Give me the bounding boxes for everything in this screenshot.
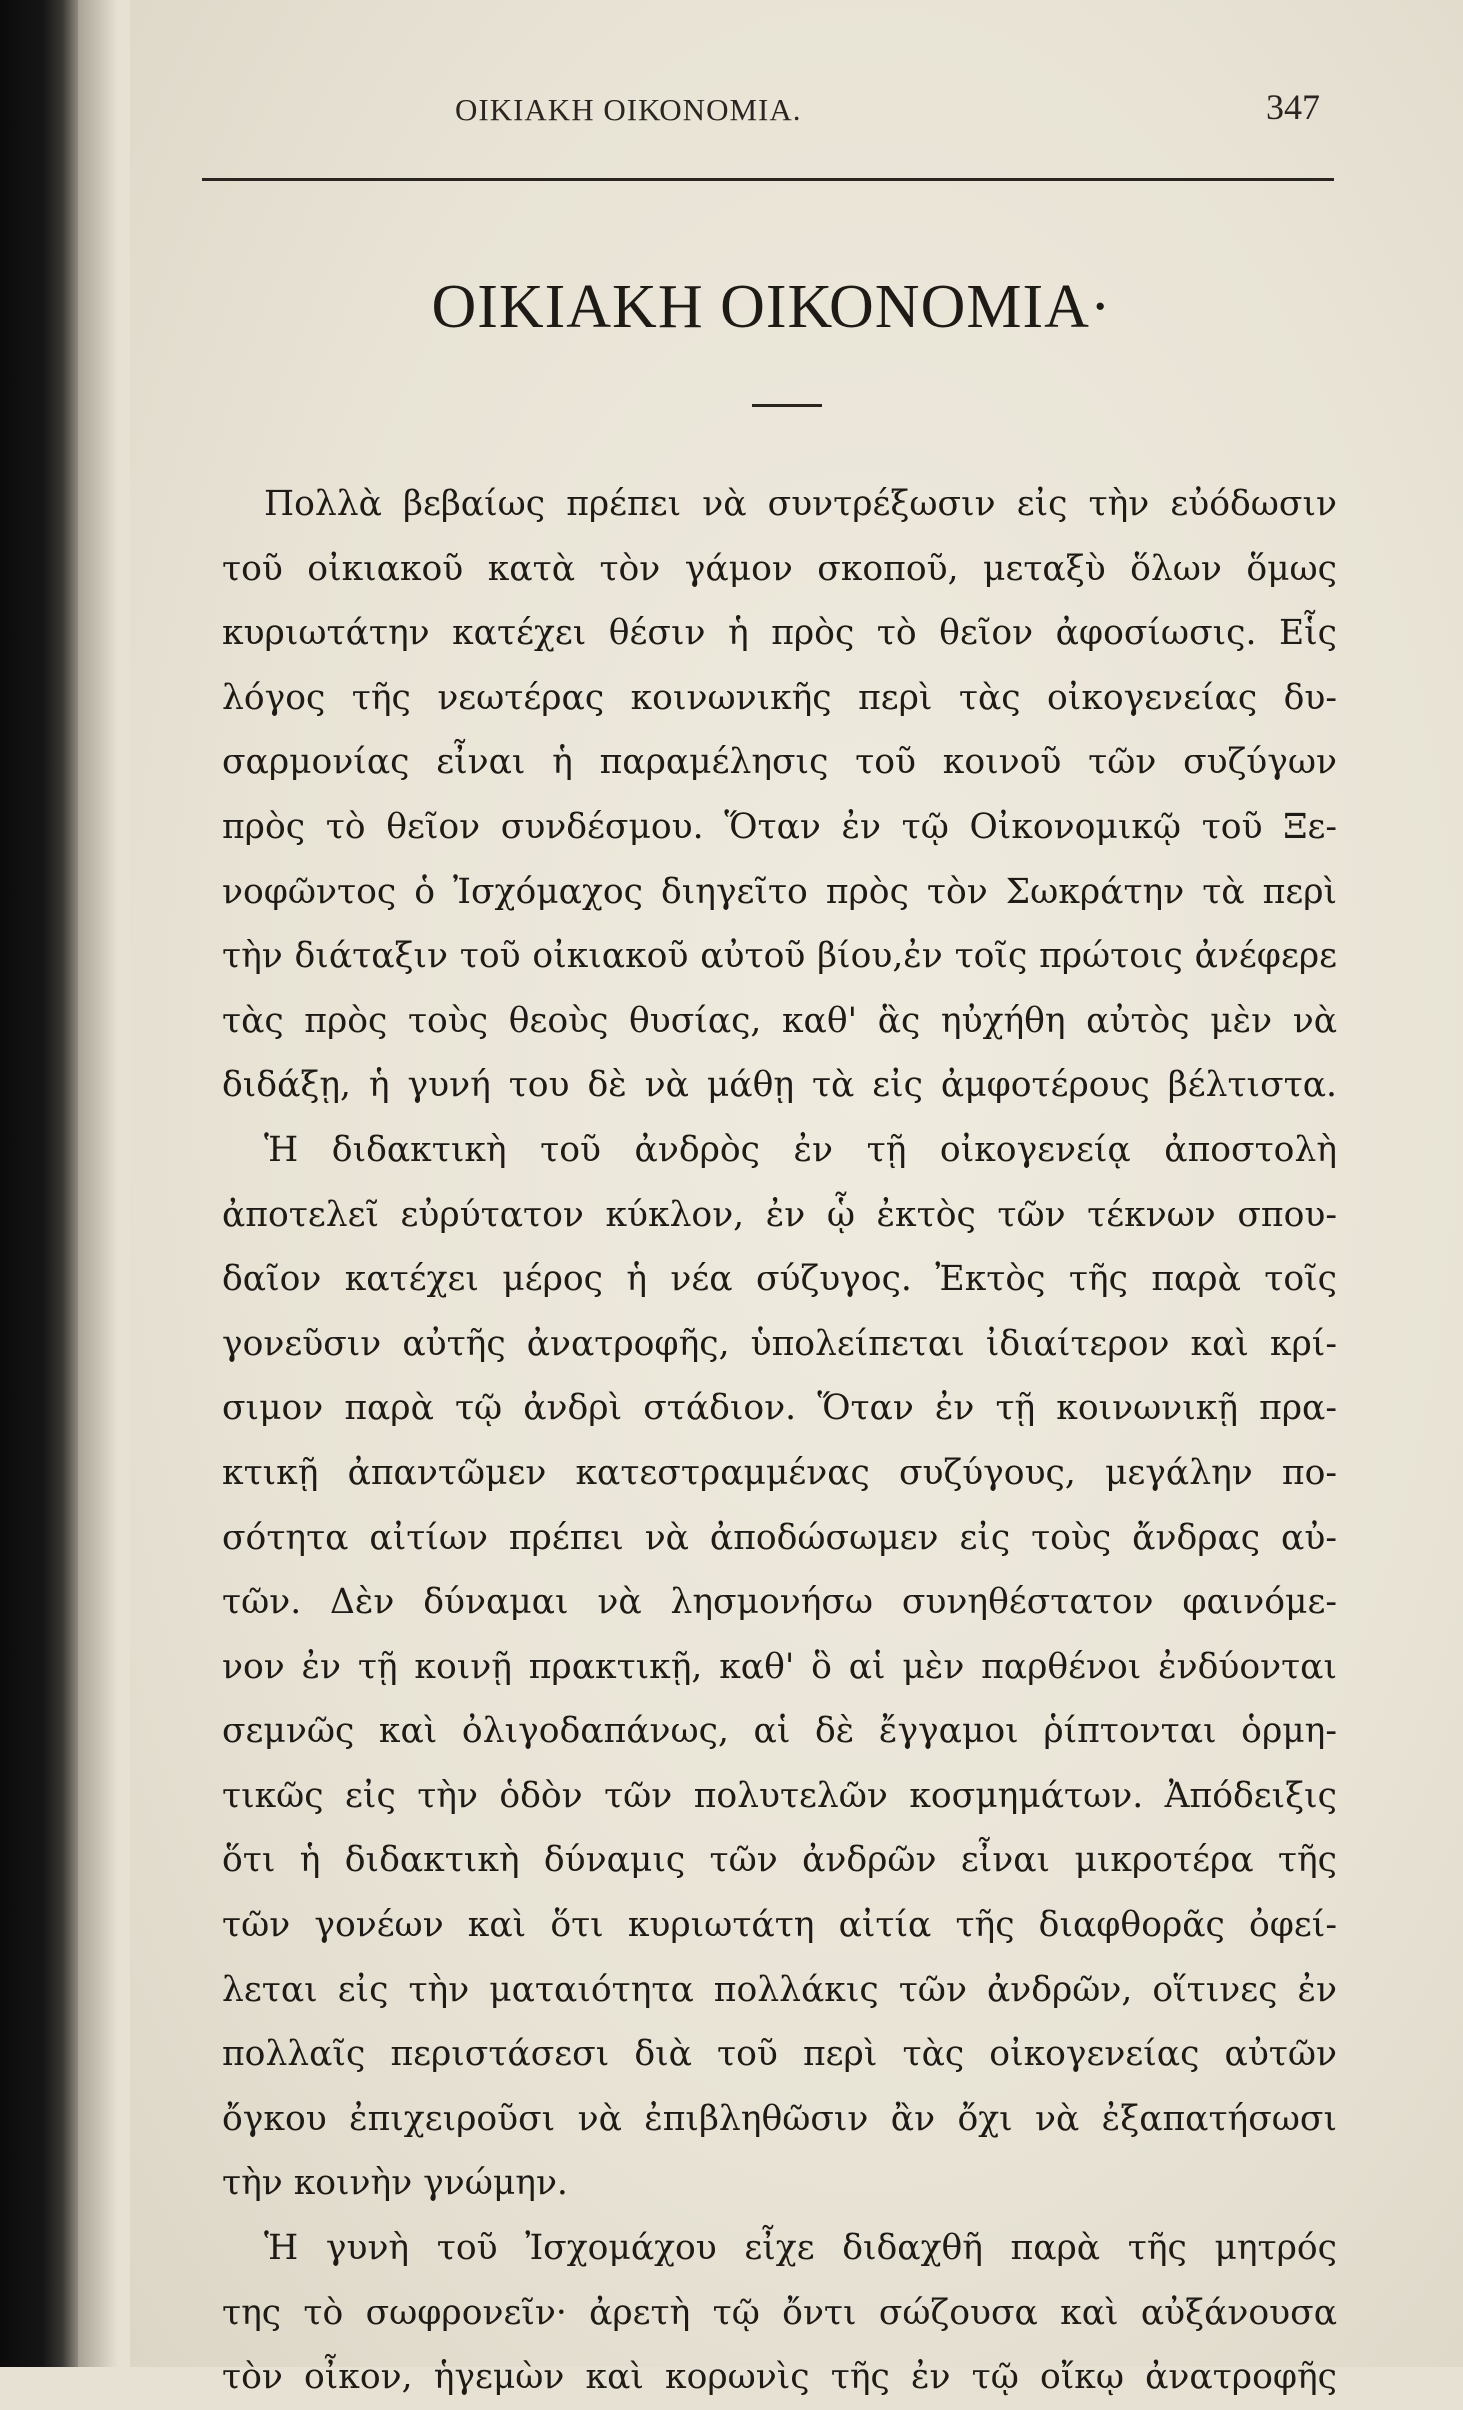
text-line: τικῶς εἰς τὴν ὁδὸν τῶν πολυτελῶν κοσμημάτων. Ἀπόδειξις <box>222 1775 1337 1816</box>
title-divider <box>752 404 822 407</box>
text-line: νον ἐν τῇ κοινῇ πρακτικῇ, καθ' ὃ αἱ μὲν παρθένοι ἐνδύονται <box>222 1646 1337 1687</box>
text-line: της τὸ σωφρονεῖν· ἀρετὴ τῷ ὄντι σώζουσα καὶ αὐξάνουσα <box>222 2292 1337 2333</box>
text-line: νοφῶντος ὁ Ἰσχόμαχος διηγεῖτο πρὸς τὸν Σωκράτην τὰ περὶ <box>222 871 1337 912</box>
text-line: σεμνῶς καὶ ὀλιγοδαπάνως, αἱ δὲ ἔγγαμοι ῥίπτονται ὁρμη- <box>222 1711 1337 1752</box>
text-line: κυριωτάτην κατέχει θέσιν ἡ πρὸς τὸ θεῖον ἀφοσίωσις. Εἷς <box>222 613 1337 654</box>
page-number: 347 <box>1266 87 1320 127</box>
text-line: Ἡ διδακτικὴ τοῦ ἀνδρὸς ἐν τῇ οἰκογενείᾳ ἀποστολὴ <box>264 1129 1337 1170</box>
text-line: λόγος τῆς νεωτέρας κοινωνικῆς περὶ τὰς οἰκογενείας δυ- <box>222 677 1337 718</box>
text-line: τὰς πρὸς τοὺς θεοὺς θυσίας, καθ' ἃς ηὐχήθη αὐτὸς μὲν νὰ <box>222 1000 1337 1041</box>
text-line: λεται εἰς τὴν ματαιότητα πολλάκις τῶν ἀνδρῶν, οἵτινες ἐν <box>222 1969 1337 2010</box>
header-rule <box>202 178 1334 181</box>
text-line: δαῖον κατέχει μέρος ἡ νέα σύζυγος. Ἐκτὸς τῆς παρὰ τοῖς <box>222 1259 1337 1300</box>
text-line: πολλαῖς περιστάσεσι διὰ τοῦ περὶ τὰς οἰκογενείας αὐτῶν <box>222 2034 1337 2075</box>
text-line: τοῦ οἰκιακοῦ κατὰ τὸν γάμον σκοποῦ, μεταξὺ ὅλων ὅμως <box>222 548 1337 589</box>
text-line: ἀποτελεῖ εὐρύτατον κύκλον, ἐν ᾧ ἐκτὸς τῶν τέκνων σπου- <box>222 1194 1337 1235</box>
text-line: τὴν κοινὴν γνώμην. <box>222 2163 568 2204</box>
book-gutter <box>0 0 78 2367</box>
text-line: τὴν διάταξιν τοῦ οἰκιακοῦ αὐτοῦ βίου,ἐν τοῖς πρώτοις ἀνέφερε <box>222 936 1337 977</box>
text-line: σιμον παρὰ τῷ ἀνδρὶ στάδιον. Ὅταν ἐν τῇ κοινωνικῇ πρα- <box>222 1388 1337 1429</box>
text-line: γονεῦσιν αὐτῆς ἀνατροφῆς, ὑπολείπεται ἰδιαίτερον καὶ κρί- <box>222 1323 1337 1364</box>
text-line: κτικῇ ἀπαντῶμεν κατεστραμμένας συζύγους, μεγάλην πο- <box>222 1452 1337 1493</box>
text-line: σότητα αἰτίων πρέπει νὰ ἀποδώσωμεν εἰς τοὺς ἄνδρας αὐ- <box>222 1517 1337 1558</box>
text-line: ὅτι ἡ διδακτικὴ δύναμις τῶν ἀνδρῶν εἶναι μικροτέρα τῆς <box>222 1840 1337 1881</box>
text-line: διδάξῃ, ἡ γυνή του δὲ νὰ μάθῃ τὰ εἰς ἀμφοτέρους βέλτιστα. <box>222 1065 1337 1106</box>
gutter-shadow <box>78 0 118 2367</box>
text-line: σαρμονίας εἶναι ἡ παραμέλησις τοῦ κοινοῦ τῶν συζύγων <box>222 742 1337 783</box>
running-header-title: ΟΙΚΙΑΚΗ ΟΙΚΟΝΟΜΙΑ. <box>455 92 802 127</box>
text-line: Ἡ γυνὴ τοῦ Ἰσχομάχου εἶχε διδαχθῆ παρὰ τῆς μητρός <box>264 2228 1337 2269</box>
text-line: τῶν γονέων καὶ ὅτι κυριωτάτη αἰτία τῆς διαφθορᾶς ὀφεί- <box>222 1905 1337 1946</box>
body-text <box>222 472 1337 2410</box>
text-line: τῶν. Δὲν δύναμαι νὰ λησμονήσω συνηθέστατον φαινόμε- <box>222 1582 1337 1623</box>
chapter-title: ΟΙΚΙΑΚΗ ΟΙΚΟΝΟΜΙΑ· <box>431 273 1112 341</box>
text-line: Πολλὰ βεβαίως πρέπει νὰ συντρέξωσιν εἰς τὴν εὐόδωσιν <box>264 484 1337 524</box>
text-line: πρὸς τὸ θεῖον συνδέσμου. Ὅταν ἐν τῷ Οἰκονομικῷ τοῦ Ξε- <box>222 806 1337 847</box>
text-line: τὸν οἶκον, ἡγεμὼν καὶ κορωνὶς τῆς ἐν τῷ οἴκῳ ἀνατροφῆς <box>222 2357 1337 2398</box>
text-line: ὄγκου ἐπιχειροῦσι νὰ ἐπιβληθῶσιν ἂν ὄχι νὰ ἐξαπατήσωσι <box>222 2098 1337 2139</box>
